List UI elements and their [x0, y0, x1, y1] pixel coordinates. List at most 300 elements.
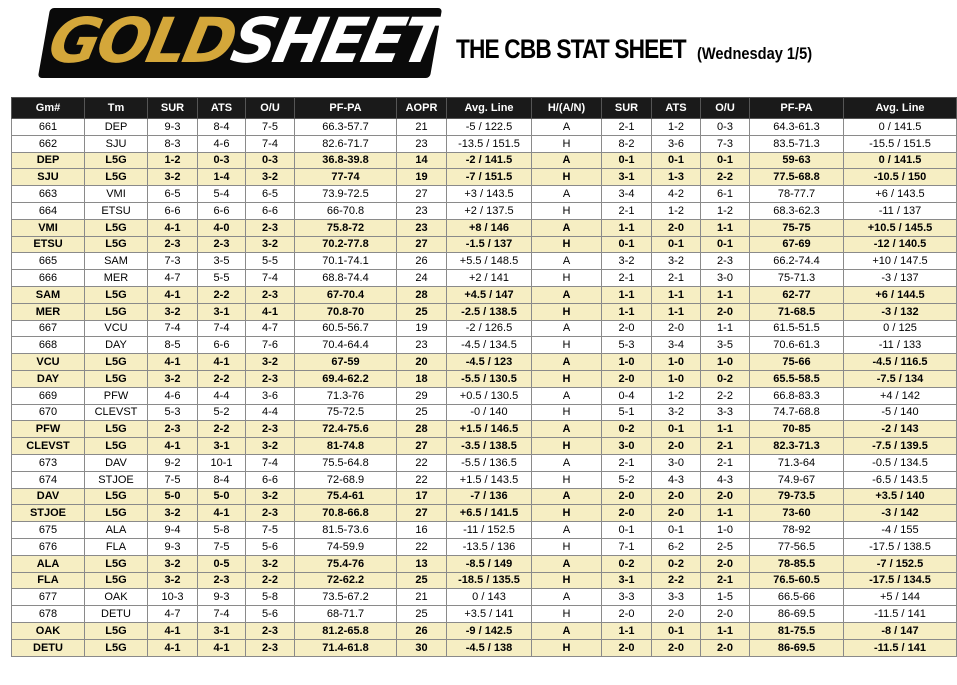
table-cell: H: [532, 438, 602, 455]
game-row: [12, 454, 957, 471]
table-cell: 4-1: [198, 639, 246, 656]
table-cell: 7-6: [246, 337, 295, 354]
table-cell: L5G: [85, 354, 148, 371]
table-cell: 78-92: [750, 522, 844, 539]
table-cell: 75-72.5: [295, 404, 397, 421]
table-cell: 16: [397, 522, 447, 539]
table-cell: 4-1: [246, 303, 295, 320]
l5g-row: [12, 505, 957, 522]
table-cell: -2.5 / 138.5: [447, 303, 532, 320]
table-cell: 4-1: [148, 354, 198, 371]
table-cell: 1-0: [701, 354, 750, 371]
table-cell: A: [532, 219, 602, 236]
table-cell: 0-1: [602, 152, 652, 169]
table-cell: 677: [12, 589, 85, 606]
table-cell: H: [532, 505, 602, 522]
table-cell: 2-5: [701, 538, 750, 555]
table-cell: 2-2: [198, 286, 246, 303]
table-cell: 66.2-74.4: [750, 253, 844, 270]
game-row: [12, 119, 957, 136]
table-cell: 73.9-72.5: [295, 186, 397, 203]
table-cell: +0.5 / 130.5: [447, 387, 532, 404]
table-cell: +6 / 143.5: [844, 186, 957, 203]
table-cell: 2-1: [602, 270, 652, 287]
column-header: SUR: [148, 98, 198, 119]
table-cell: -2 / 126.5: [447, 320, 532, 337]
table-cell: +3 / 143.5: [447, 186, 532, 203]
table-cell: 5-2: [198, 404, 246, 421]
table-cell: 0-1: [602, 522, 652, 539]
table-cell: 6-6: [148, 202, 198, 219]
table-cell: +3.5 / 140: [844, 488, 957, 505]
table-cell: -3.5 / 138.5: [447, 438, 532, 455]
table-cell: +10.5 / 145.5: [844, 219, 957, 236]
table-cell: 664: [12, 202, 85, 219]
table-cell: 23: [397, 219, 447, 236]
table-cell: 1-1: [602, 219, 652, 236]
table-cell: 0-1: [652, 152, 701, 169]
table-cell: SAM: [12, 286, 85, 303]
table-cell: 1-2: [652, 202, 701, 219]
table-cell: 2-0: [652, 505, 701, 522]
table-cell: 7-5: [198, 538, 246, 555]
l5g-row: [12, 236, 957, 253]
column-header: H/(A/N): [532, 98, 602, 119]
table-cell: 28: [397, 286, 447, 303]
table-cell: OAK: [85, 589, 148, 606]
table-cell: 1-2: [652, 387, 701, 404]
table-cell: 75.8-72: [295, 219, 397, 236]
table-cell: FLA: [12, 572, 85, 589]
table-cell: 3-2: [246, 438, 295, 455]
table-cell: A: [532, 253, 602, 270]
table-cell: 7-3: [148, 253, 198, 270]
table-cell: 7-5: [246, 522, 295, 539]
table-cell: 23: [397, 337, 447, 354]
table-cell: 3-2: [652, 253, 701, 270]
table-cell: L5G: [85, 236, 148, 253]
table-cell: 79-73.5: [750, 488, 844, 505]
game-row: [12, 522, 957, 539]
table-cell: 4-1: [148, 622, 198, 639]
table-cell: DEP: [12, 152, 85, 169]
table-cell: 8-4: [198, 471, 246, 488]
table-cell: 2-3: [148, 421, 198, 438]
table-cell: H: [532, 169, 602, 186]
table-cell: 7-4: [246, 135, 295, 152]
table-cell: 9-3: [148, 119, 198, 136]
table-cell: 2-0: [652, 320, 701, 337]
column-header: ATS: [652, 98, 701, 119]
table-cell: 0-2: [602, 421, 652, 438]
l5g-row: [12, 303, 957, 320]
table-cell: A: [532, 286, 602, 303]
table-cell: -17.5 / 134.5: [844, 572, 957, 589]
table-cell: 9-3: [148, 538, 198, 555]
table-cell: +10 / 147.5: [844, 253, 957, 270]
table-cell: 2-0: [652, 488, 701, 505]
table-cell: 65.5-58.5: [750, 370, 844, 387]
table-cell: ETSU: [12, 236, 85, 253]
table-cell: 3-5: [701, 337, 750, 354]
table-cell: -4 / 155: [844, 522, 957, 539]
table-cell: 0-1: [701, 236, 750, 253]
table-cell: -17.5 / 138.5: [844, 538, 957, 555]
table-cell: 669: [12, 387, 85, 404]
table-cell: 67-69: [750, 236, 844, 253]
table-cell: 6-5: [148, 186, 198, 203]
table-cell: -13.5 / 151.5: [447, 135, 532, 152]
table-cell: 64.3-61.3: [750, 119, 844, 136]
table-cell: 86-69.5: [750, 606, 844, 623]
table-cell: L5G: [85, 370, 148, 387]
table-cell: H: [532, 606, 602, 623]
table-cell: 4-2: [652, 186, 701, 203]
table-cell: -3 / 142: [844, 505, 957, 522]
table-cell: 1-2: [701, 202, 750, 219]
table-cell: 2-1: [701, 572, 750, 589]
l5g-row: [12, 555, 957, 572]
table-cell: 2-2: [198, 421, 246, 438]
table-body: [12, 119, 957, 657]
table-cell: VCU: [85, 320, 148, 337]
table-cell: 2-0: [602, 505, 652, 522]
column-header: O/U: [246, 98, 295, 119]
table-cell: 5-5: [198, 270, 246, 287]
table-cell: 68.8-74.4: [295, 270, 397, 287]
table-cell: -4.5 / 138: [447, 639, 532, 656]
table-cell: 1-5: [701, 589, 750, 606]
table-cell: 0-4: [602, 387, 652, 404]
table-cell: L5G: [85, 152, 148, 169]
table-cell: 75-71.3: [750, 270, 844, 287]
table-cell: H: [532, 236, 602, 253]
table-cell: 2-0: [701, 555, 750, 572]
table-cell: 2-3: [246, 505, 295, 522]
table-cell: 10-3: [148, 589, 198, 606]
table-cell: 1-1: [602, 303, 652, 320]
table-cell: H: [532, 370, 602, 387]
table-cell: +4.5 / 147: [447, 286, 532, 303]
table-cell: 60.5-56.7: [295, 320, 397, 337]
table-cell: 74.9-67: [750, 471, 844, 488]
table-cell: 0 / 125: [844, 320, 957, 337]
table-cell: ALA: [12, 555, 85, 572]
table-cell: -9 / 142.5: [447, 622, 532, 639]
table-cell: 1-1: [652, 303, 701, 320]
table-cell: 71.4-61.8: [295, 639, 397, 656]
table-cell: +6.5 / 141.5: [447, 505, 532, 522]
page-subtitle: (Wednesday 1/5): [697, 44, 813, 63]
table-cell: H: [532, 202, 602, 219]
table-cell: 2-1: [701, 438, 750, 455]
table-cell: 6-2: [652, 538, 701, 555]
table-cell: VCU: [12, 354, 85, 371]
table-cell: H: [532, 572, 602, 589]
table-cell: 81.5-73.6: [295, 522, 397, 539]
table-cell: -5.5 / 130.5: [447, 370, 532, 387]
game-row: [12, 337, 957, 354]
table-cell: 81.2-65.8: [295, 622, 397, 639]
table-cell: DEP: [85, 119, 148, 136]
table-cell: 36.8-39.8: [295, 152, 397, 169]
table-cell: 678: [12, 606, 85, 623]
table-cell: -7 / 151.5: [447, 169, 532, 186]
table-cell: H: [532, 639, 602, 656]
table-cell: 1-2: [652, 119, 701, 136]
table-cell: 1-1: [701, 505, 750, 522]
table-cell: -0.5 / 134.5: [844, 454, 957, 471]
table-cell: +2 / 141: [447, 270, 532, 287]
table-cell: 2-3: [701, 253, 750, 270]
table-cell: 8-3: [148, 135, 198, 152]
table-cell: 74-59.9: [295, 538, 397, 555]
table-cell: -6.5 / 143.5: [844, 471, 957, 488]
table-cell: 0-1: [701, 152, 750, 169]
l5g-row: [12, 639, 957, 656]
table-cell: 2-0: [602, 606, 652, 623]
table-cell: L5G: [85, 219, 148, 236]
table-cell: 2-0: [602, 639, 652, 656]
table-cell: 86-69.5: [750, 639, 844, 656]
table-cell: 20: [397, 354, 447, 371]
table-cell: 3-2: [602, 253, 652, 270]
table-cell: 5-8: [198, 522, 246, 539]
table-cell: 5-4: [198, 186, 246, 203]
table-cell: 1-1: [701, 286, 750, 303]
table-cell: 2-1: [602, 454, 652, 471]
table-cell: 3-2: [652, 404, 701, 421]
table-cell: -15.5 / 151.5: [844, 135, 957, 152]
table-cell: 4-6: [198, 135, 246, 152]
table-cell: 1-1: [602, 286, 652, 303]
table-cell: A: [532, 119, 602, 136]
table-cell: 81-74.8: [295, 438, 397, 455]
table-cell: 5-6: [246, 538, 295, 555]
column-header: ATS: [198, 98, 246, 119]
table-cell: 82.6-71.7: [295, 135, 397, 152]
column-header: Avg. Line: [447, 98, 532, 119]
table-cell: H: [532, 303, 602, 320]
table-cell: 0-1: [652, 236, 701, 253]
table-cell: 19: [397, 320, 447, 337]
game-row: [12, 471, 957, 488]
page-title: THE CBB STAT SHEET: [456, 34, 686, 64]
table-cell: 70.6-61.3: [750, 337, 844, 354]
table-cell: MER: [85, 270, 148, 287]
table-cell: 66.3-57.7: [295, 119, 397, 136]
table-cell: 2-0: [602, 370, 652, 387]
table-cell: A: [532, 488, 602, 505]
table-cell: -12 / 140.5: [844, 236, 957, 253]
table-cell: A: [532, 555, 602, 572]
table-cell: 75-66: [750, 354, 844, 371]
table-cell: 9-3: [198, 589, 246, 606]
table-cell: -11.5 / 141: [844, 639, 957, 656]
table-cell: 4-4: [246, 404, 295, 421]
l5g-row: [12, 286, 957, 303]
table-cell: L5G: [85, 572, 148, 589]
table-cell: L5G: [85, 438, 148, 455]
table-cell: 676: [12, 538, 85, 555]
table-cell: 1-0: [652, 370, 701, 387]
table-cell: 2-0: [701, 488, 750, 505]
table-cell: A: [532, 454, 602, 471]
game-row: [12, 404, 957, 421]
table-cell: 7-4: [198, 320, 246, 337]
table-cell: 4-7: [148, 606, 198, 623]
table-cell: 25: [397, 404, 447, 421]
table-cell: 4-1: [148, 639, 198, 656]
table-cell: 13: [397, 555, 447, 572]
table-cell: 71-68.5: [750, 303, 844, 320]
table-cell: 21: [397, 119, 447, 136]
table-cell: 8-4: [198, 119, 246, 136]
table-cell: -7.5 / 139.5: [844, 438, 957, 455]
table-cell: 23: [397, 135, 447, 152]
table-cell: 75.5-64.8: [295, 454, 397, 471]
table-cell: 7-1: [602, 538, 652, 555]
table-cell: DAY: [12, 370, 85, 387]
table-cell: 19: [397, 169, 447, 186]
game-row: [12, 589, 957, 606]
table-cell: 70.4-64.4: [295, 337, 397, 354]
table-cell: 73.5-67.2: [295, 589, 397, 606]
table-cell: 27: [397, 438, 447, 455]
table-cell: 27: [397, 505, 447, 522]
table-cell: 10-1: [198, 454, 246, 471]
logo-sheet-text: SHEET: [225, 4, 450, 77]
table-cell: 2-3: [246, 421, 295, 438]
table-cell: DETU: [12, 639, 85, 656]
l5g-row: [12, 488, 957, 505]
table-cell: 1-0: [652, 354, 701, 371]
table-cell: 2-3: [198, 236, 246, 253]
stat-table: [11, 97, 957, 657]
table-cell: H: [532, 135, 602, 152]
table-cell: 75.4-61: [295, 488, 397, 505]
table-cell: 2-0: [652, 639, 701, 656]
table-cell: 0-1: [652, 622, 701, 639]
table-cell: -7 / 152.5: [844, 555, 957, 572]
table-cell: 0-2: [652, 555, 701, 572]
table-cell: 75-75: [750, 219, 844, 236]
column-header: SUR: [602, 98, 652, 119]
table-cell: 3-2: [246, 555, 295, 572]
table-cell: 70.2-77.8: [295, 236, 397, 253]
table-cell: 675: [12, 522, 85, 539]
table-cell: 70.1-74.1: [295, 253, 397, 270]
table-cell: -7 / 136: [447, 488, 532, 505]
table-cell: 68-71.7: [295, 606, 397, 623]
table-cell: H: [532, 471, 602, 488]
table-cell: L5G: [85, 421, 148, 438]
table-cell: 70.8-66.8: [295, 505, 397, 522]
column-header: Tm: [85, 98, 148, 119]
table-cell: CLEVST: [12, 438, 85, 455]
table-cell: 4-1: [148, 286, 198, 303]
l5g-row: [12, 370, 957, 387]
table-cell: 8-2: [602, 135, 652, 152]
table-cell: H: [532, 270, 602, 287]
table-cell: 2-3: [198, 572, 246, 589]
table-cell: 4-1: [148, 219, 198, 236]
table-cell: 662: [12, 135, 85, 152]
table-cell: 5-3: [602, 337, 652, 354]
table-cell: 4-7: [148, 270, 198, 287]
table-cell: 3-4: [652, 337, 701, 354]
table-cell: 1-1: [701, 421, 750, 438]
table-cell: 76.5-60.5: [750, 572, 844, 589]
table-cell: 70-85: [750, 421, 844, 438]
table-cell: 667: [12, 320, 85, 337]
table-cell: L5G: [85, 622, 148, 639]
column-header: PF-PA: [750, 98, 844, 119]
table-cell: 3-2: [148, 370, 198, 387]
table-cell: +5.5 / 148.5: [447, 253, 532, 270]
table-cell: 661: [12, 119, 85, 136]
table-cell: 3-1: [198, 622, 246, 639]
table-cell: +3.5 / 141: [447, 606, 532, 623]
table-cell: 0-3: [246, 152, 295, 169]
table-cell: 2-3: [246, 370, 295, 387]
table-cell: 7-4: [198, 606, 246, 623]
table-cell: A: [532, 354, 602, 371]
table-cell: 27: [397, 236, 447, 253]
l5g-row: [12, 572, 957, 589]
table-cell: 9-2: [148, 454, 198, 471]
table-cell: 71.3-64: [750, 454, 844, 471]
table-cell: STJOE: [85, 471, 148, 488]
column-header: O/U: [701, 98, 750, 119]
table-cell: DAY: [85, 337, 148, 354]
column-header: Gm#: [12, 98, 85, 119]
table-cell: 2-3: [246, 219, 295, 236]
table-cell: 72-68.9: [295, 471, 397, 488]
table-cell: L5G: [85, 303, 148, 320]
table-cell: -3 / 137: [844, 270, 957, 287]
table-cell: 2-0: [602, 320, 652, 337]
table-cell: 78-77.7: [750, 186, 844, 203]
table-cell: +2 / 137.5: [447, 202, 532, 219]
table-cell: 14: [397, 152, 447, 169]
table-cell: VMI: [85, 186, 148, 203]
table-cell: 3-0: [701, 270, 750, 287]
game-row: [12, 270, 957, 287]
table-cell: 1-4: [198, 169, 246, 186]
column-header: AOPR: [397, 98, 447, 119]
table-cell: 26: [397, 253, 447, 270]
table-cell: 0-1: [602, 236, 652, 253]
table-cell: 666: [12, 270, 85, 287]
table-cell: 7-5: [148, 471, 198, 488]
table-cell: 4-0: [198, 219, 246, 236]
table-cell: 1-3: [652, 169, 701, 186]
table-cell: OAK: [12, 622, 85, 639]
table-cell: 6-6: [246, 471, 295, 488]
game-row: [12, 202, 957, 219]
table-cell: 3-2: [148, 303, 198, 320]
table-cell: A: [532, 589, 602, 606]
table-cell: 665: [12, 253, 85, 270]
table-cell: 3-2: [246, 488, 295, 505]
table-cell: 30: [397, 639, 447, 656]
table-cell: -11 / 152.5: [447, 522, 532, 539]
table-cell: 0-2: [701, 370, 750, 387]
table-cell: -4.5 / 123: [447, 354, 532, 371]
table-cell: 1-1: [701, 219, 750, 236]
game-row: [12, 387, 957, 404]
